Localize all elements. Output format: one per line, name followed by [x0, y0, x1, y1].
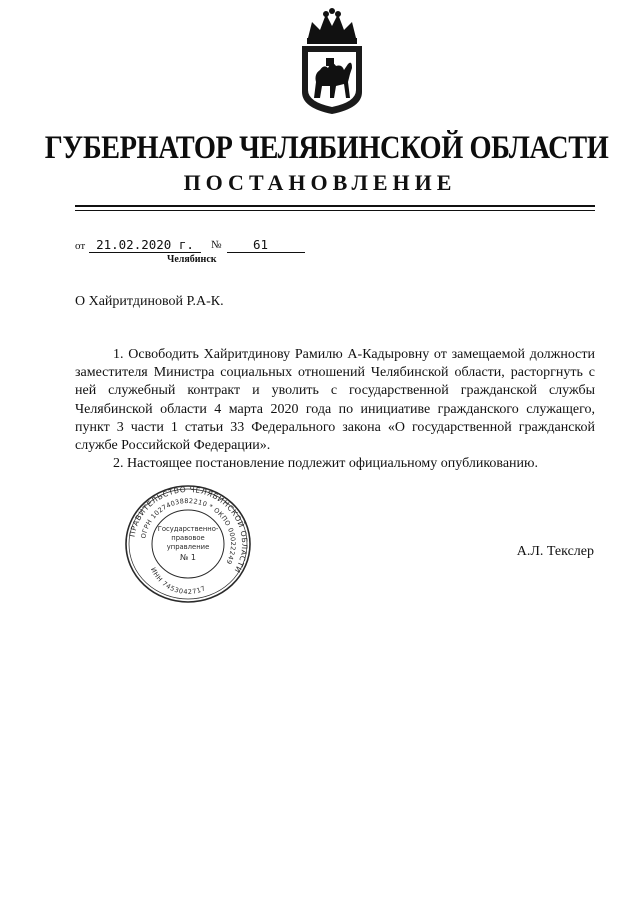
document-subject: О Хайритдиновой Р.А-К.: [75, 294, 224, 309]
seal-inner-text: ОГРН 1027403882210 * ОКПО 00022249: [139, 496, 238, 566]
seal-center-line-1: Государственно-: [157, 525, 219, 533]
signatory-name: А.Л. Текслер: [516, 544, 594, 559]
number-prefix: №: [211, 239, 222, 251]
document-body: [75, 346, 595, 473]
document-type: ПОСТАНОВЛЕНИЕ: [183, 170, 457, 195]
document-number: 61: [227, 237, 305, 253]
header-rule-thick: [75, 205, 595, 207]
official-seal: [124, 484, 252, 604]
city-name: Челябинск: [167, 254, 217, 265]
coat-of-arms-emblem: [294, 8, 370, 116]
paragraph-2: 2. Настоящее постановление подлежит официальному опубликованию.: [113, 456, 538, 472]
seal-outer-text: ПРАВИТЕЛЬСТВО ЧЕЛЯБИНСКОЙ ОБЛАСТИ: [127, 484, 250, 575]
paragraph-1: 1. Освободить Хайритдинову Рамилю А-Кадыровну от замещаемой должности заместителя Министра социальных отношений Челябинской области, расторгнуть с ней служебный контракт и уволить с государственной гражданской службы Челябинской области 4 марта 2020 года по инициативе гражданского служащего, пункт 3 части 1 статьи 33 Федерального закона «О государственной гражданской службе Российской Федерации».: [75, 347, 595, 454]
seal-bottom-text: ИНН 7453042717: [148, 566, 208, 597]
seal-center-line-2: правовое: [171, 534, 205, 542]
governor-title: ГУБЕРНАТОР ЧЕЛЯБИНСКОЙ ОБЛАСТИ: [44, 130, 609, 166]
seal-center-line-3: управление: [166, 543, 210, 551]
document-date: 21.02.2020 г.: [89, 237, 201, 253]
header-rule-thin: [75, 210, 595, 211]
seal-center-line-4: № 1: [180, 553, 196, 562]
date-prefix: от: [75, 240, 86, 252]
